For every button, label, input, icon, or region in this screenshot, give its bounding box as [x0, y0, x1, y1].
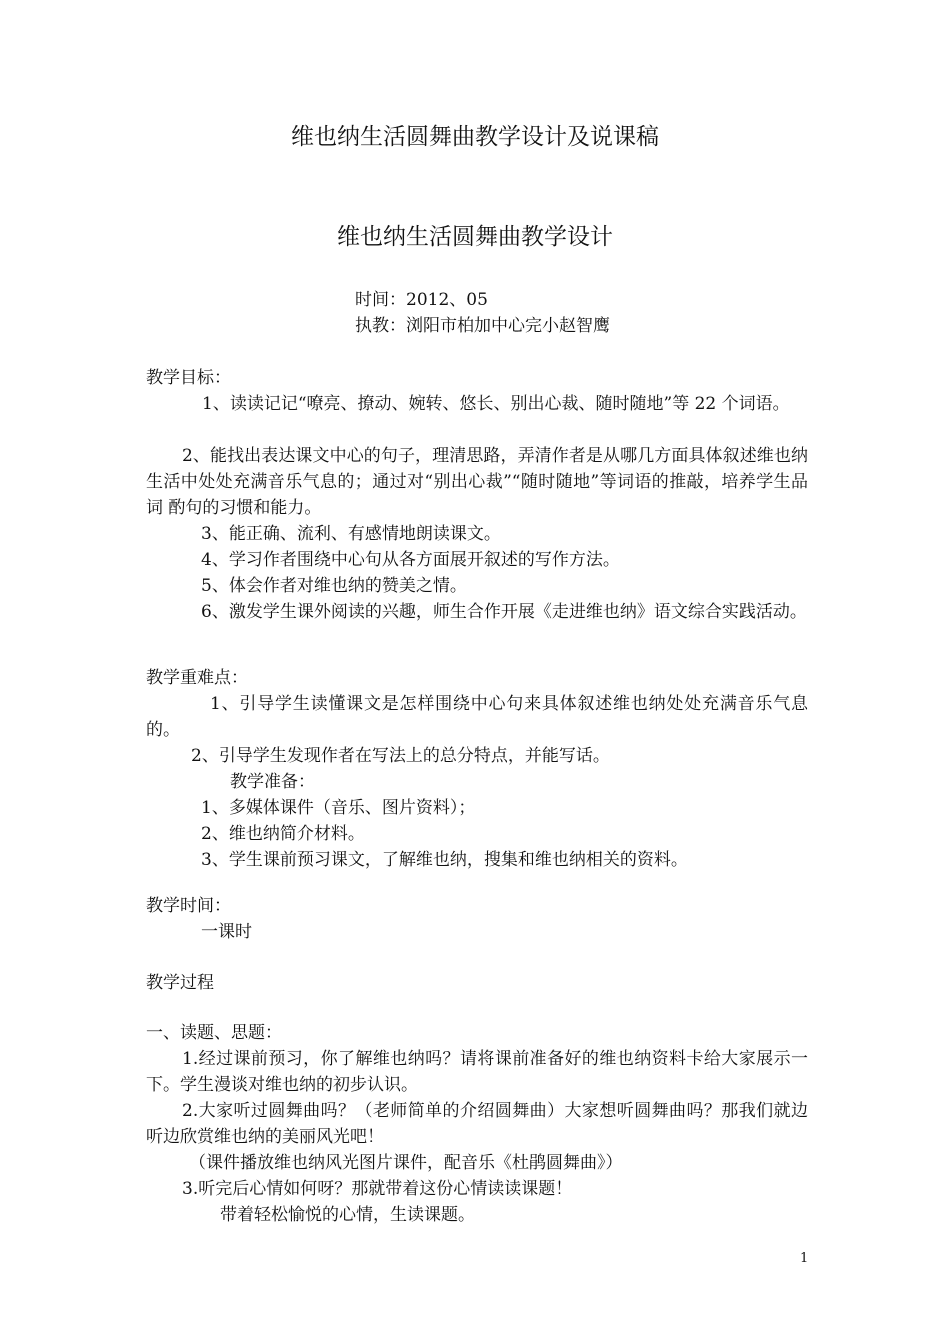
document-subtitle: 维也纳生活圆舞曲教学设计 [337, 224, 613, 250]
process-item: 1.经过课前预习，你了解维也纳吗？请将课前准备好的维也纳资料卡给大家展示一下。学生漫谈对维也纳的初步认识。 [146, 1049, 808, 1095]
process-item: （课件播放维也纳风光图片课件，配音乐《杜鹃圆舞曲》） [189, 1153, 623, 1173]
meta-teacher: 执教：浏阳市柏加中心完小赵智鹰 [355, 316, 610, 336]
page-number: 1 [800, 1251, 809, 1266]
goal-item: 6、激发学生课外阅读的兴趣，师生合作开展《走进维也纳》语文综合实践活动。 [201, 602, 807, 622]
process-item: 3.听完后心情如何呀？那就带着这份心情读读课题！ [182, 1179, 573, 1199]
process-item: 2.大家听过圆舞曲吗？（老师简单的介绍圆舞曲）大家想听圆舞曲吗？那我们就边听边欣赏维也纳的美丽风光吧！ [146, 1101, 808, 1147]
goal-item: 4、学习作者围绕中心句从各方面展开叙述的写作方法。 [201, 550, 620, 570]
time-heading: 教学时间： [146, 896, 231, 916]
time-value: 一课时 [201, 922, 252, 942]
prep-item: 1、多媒体课件（音乐、图片资料）； [201, 798, 476, 818]
keypoints-heading: 教学重难点： [146, 668, 248, 688]
keypoint-item: 1、引导学生读懂课文是怎样围绕中心句来具体叙述维也纳处处充满音乐气息的。 [146, 694, 808, 740]
process-heading: 教学过程 [146, 973, 214, 993]
process-item: 带着轻松愉悦的心情，生读课题。 [220, 1205, 475, 1225]
goal-item: 1、读读记记“嘹亮、撩动、婉转、悠长、别出心裁、随时随地”等 22 个词语。 [202, 394, 790, 414]
prep-item: 2、维也纳简介材料。 [201, 824, 365, 844]
goals-heading: 教学目标： [146, 368, 231, 388]
document-title: 维也纳生活圆舞曲教学设计及说课稿 [291, 124, 659, 150]
process-part1-heading: 一、读题、思题： [146, 1023, 282, 1043]
prep-heading: 教学准备： [230, 772, 315, 792]
keypoint-item: 2、引导学生发现作者在写法上的总分特点，并能写话。 [191, 746, 610, 766]
meta-time: 时间：2012、05 [355, 290, 488, 310]
goal-item: 5、体会作者对维也纳的赞美之情。 [201, 576, 467, 596]
goal-item: 2、能找出表达课文中心的句子，理清思路，弄清作者是从哪几方面具体叙述维也纳生活中处处充满音乐气息的；通过对“别出心裁”“随时随地”等词语的推敲，培养学生品词 酌句的习惯和能力。 [146, 446, 808, 518]
prep-item: 3、学生课前预习课文，了解维也纳，搜集和维也纳相关的资料。 [201, 850, 688, 870]
goal-item: 3、能正确、流利、有感情地朗读课文。 [201, 524, 501, 544]
